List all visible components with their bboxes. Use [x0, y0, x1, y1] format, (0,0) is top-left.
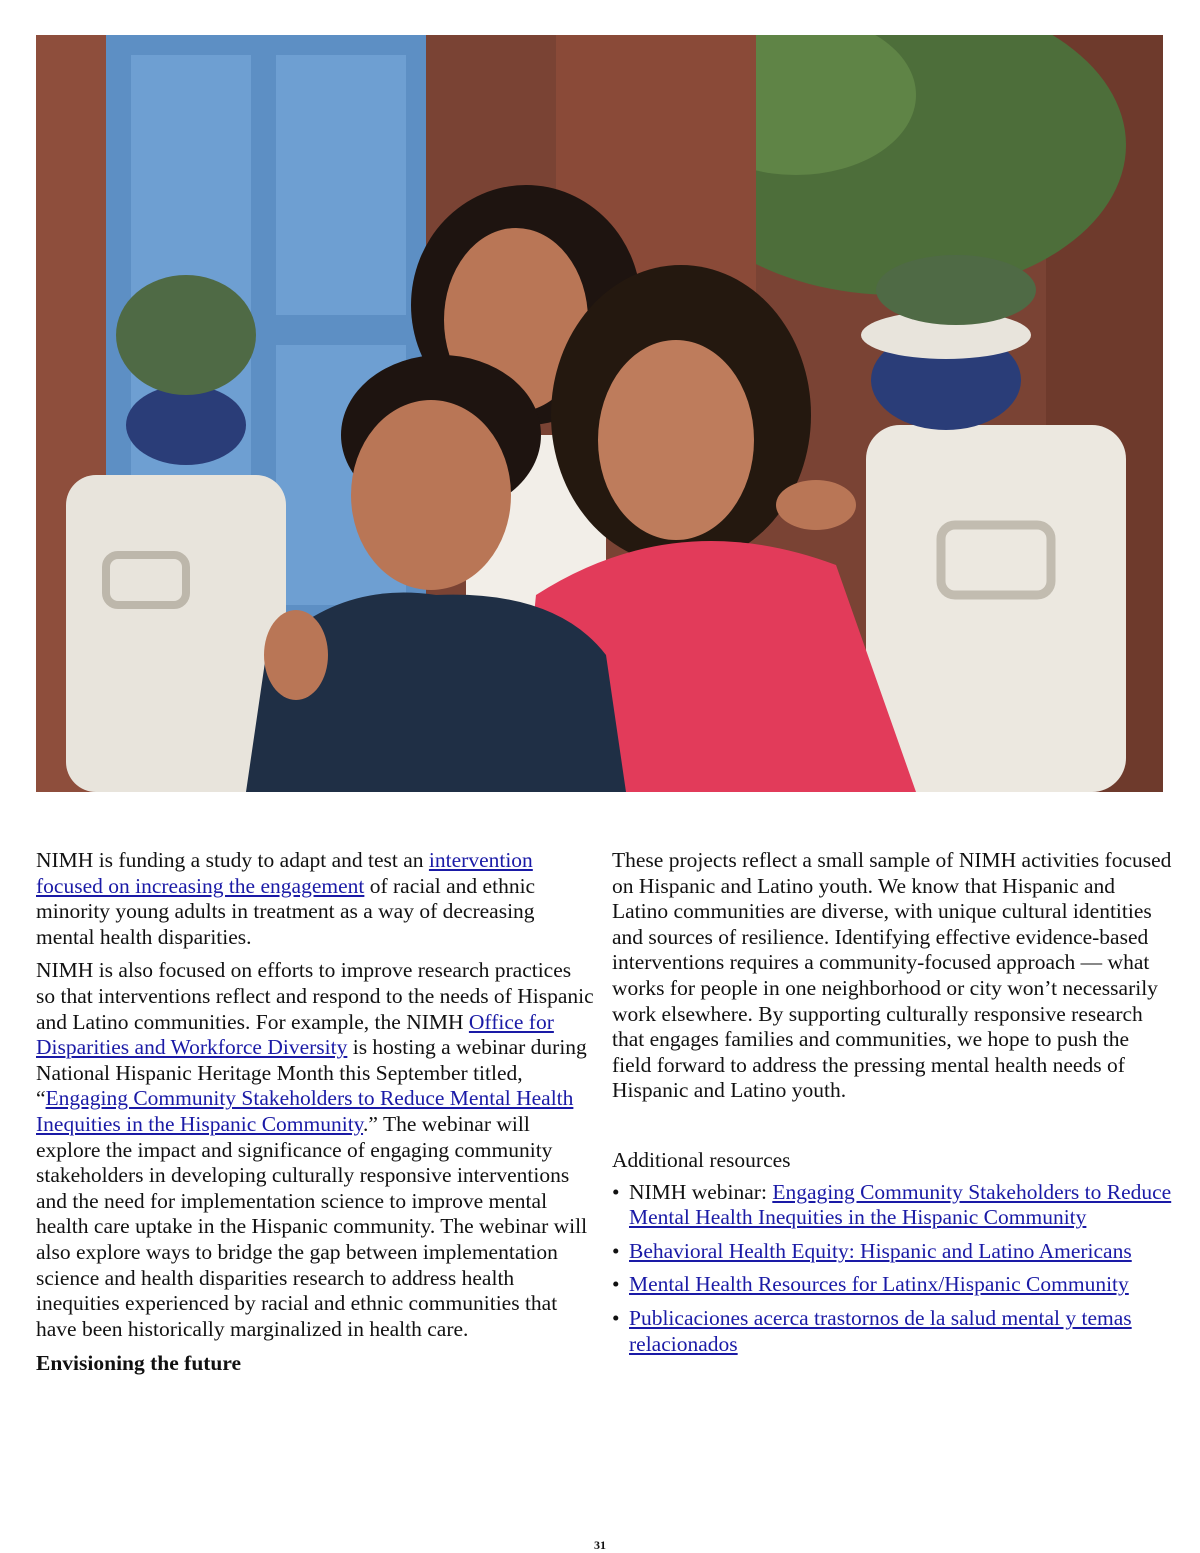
left-column: [36, 848, 594, 1376]
link-webinar-engaging-community[interactable]: Engaging Community Stakeholders to Reduce Mental Health Inequities in the Hispanic Community: [36, 1086, 574, 1136]
bullet-icon: •: [612, 1238, 620, 1263]
link-resource-webinar[interactable]: Engaging Community Stakeholders to Reduce Mental Health Inequities in the Hispanic Community: [629, 1179, 1172, 1230]
paragraph-projects-summary: These projects reflect a small sample of NIMH activities focused on Hispanic and Latino youth. We know that Hispanic and Latino communities are diverse, with unique cultural identities and sources of resilience. Identifying effective evidence-based interventions requires a community-focused approach — what works for people in one neighborhood or city won’t necessarily work elsewhere. By supporting culturally responsive research that engages families and communities, we hope to push the field forward to address the pressing mental health needs of Hispanic and Latino youth.: [612, 848, 1172, 1103]
list-item: [612, 1306, 1172, 1357]
paragraph-research-practices: NIMH is also focused on efforts to improve research practices so that interventions reflect and respond to the needs of Hispanic and Latino communities. For example, the NIMH Office for Disparities and Workforce Diversity is hosting a webinar during National Hispanic Heritage Month this September titled, “Engaging Community Stakeholders to Reduce Mental Health Inequities in the Hispanic Community.” The webinar will explore the impact and significance of engaging community stakeholders in developing culturally responsive interventions and the need for implementation science to improve mental health care uptake in the Hispanic community. The webinar will also explore ways to bridge the gap between implementation science and health disparities research to address health inequities experienced by racial and ethnic communities that have been historically marginalized in health care.: [36, 958, 594, 1341]
additional-resources-heading: Additional resources: [612, 1147, 791, 1172]
list-item: • NIMH webinar: Engaging Community Stakeholders to Reduce Mental Health Inequities in the Hispanic Community: [612, 1179, 1172, 1230]
link-intervention-engagement[interactable]: intervention focused on increasing the engagement: [36, 848, 533, 898]
milk-can-right: [866, 425, 1126, 792]
paragraph-intervention-study: NIMH is funding a study to adapt and test an intervention focused on increasing the engagement of racial and ethnic minority young adults in treatment as a way of decreasing mental health disparities.: [36, 848, 536, 949]
link-resource-behavioral-health-equity[interactable]: Behavioral Health Equity: Hispanic and Latino Americans: [629, 1238, 1132, 1263]
woman-face: [598, 340, 754, 540]
list-item: [612, 1272, 1172, 1298]
list-item: [612, 1239, 1172, 1265]
family-photo-illustration: [36, 35, 1163, 792]
link-resource-latinx-mental-health[interactable]: Mental Health Resources for Latinx/Hispanic Community: [629, 1272, 1129, 1297]
page-number: 31: [594, 1538, 606, 1552]
boy-face: [351, 400, 511, 590]
subheading-envisioning-future: Envisioning the future: [36, 1351, 242, 1376]
link-resource-publicaciones[interactable]: Publicaciones acerca trastornos de la salud mental y temas relacionados: [629, 1305, 1132, 1356]
bullet-icon: •: [612, 1305, 620, 1330]
family-photo: [36, 35, 1163, 792]
bullet-icon: •: [612, 1272, 620, 1297]
bullet-icon: •: [612, 1179, 620, 1204]
plant-pot-left: [126, 385, 246, 465]
right-column: [612, 848, 1172, 1365]
resources-list: [612, 1180, 1172, 1358]
link-office-disparities[interactable]: Office for Disparities and Workforce Diversity: [36, 1009, 554, 1060]
